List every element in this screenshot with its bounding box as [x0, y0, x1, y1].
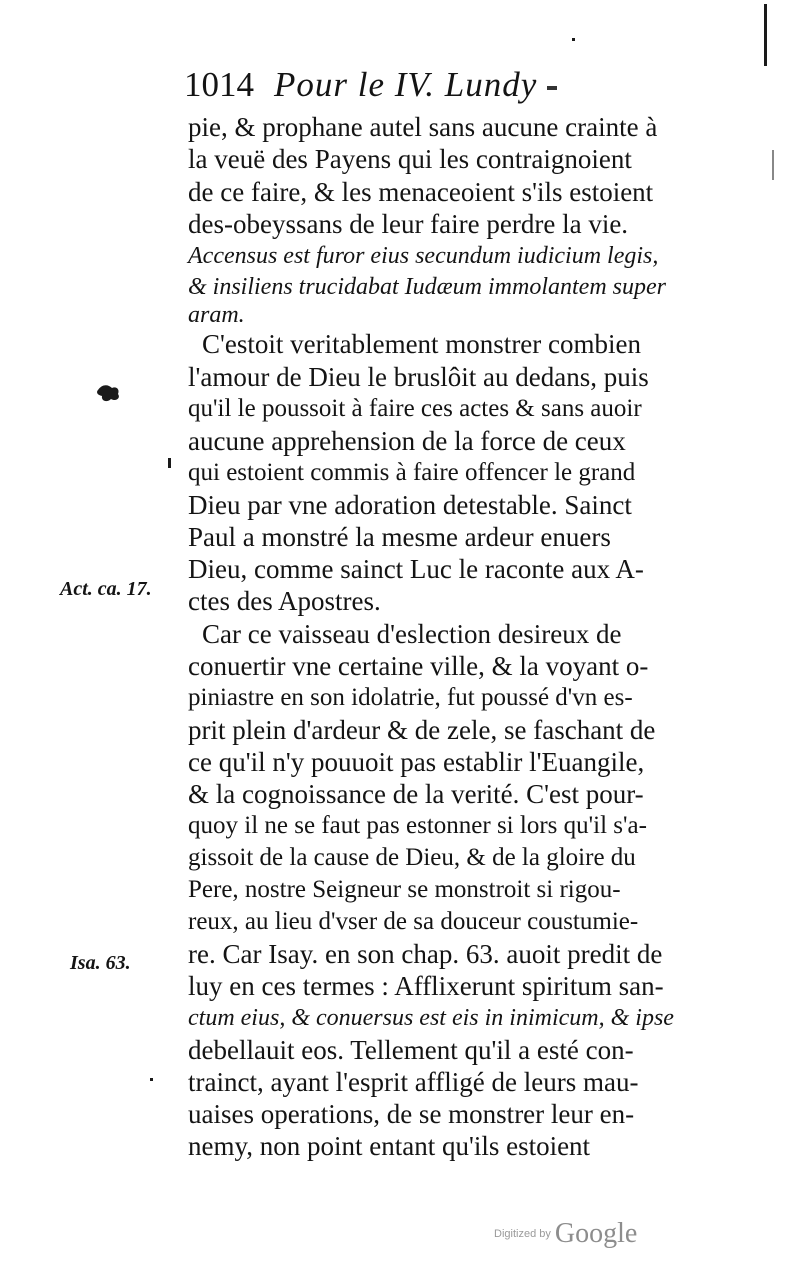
latin-quote-line: Accensus est furor eius secundum iudicium legis, [188, 243, 659, 269]
body-line: Dieu par vne adoration detestable. Sainct [188, 490, 632, 520]
page-edge-mark [772, 150, 774, 180]
body-line: & la cognoissance de la verité. C'est pour- [188, 779, 644, 809]
page-edge-mark [572, 38, 575, 41]
page-number: 1014 [184, 65, 254, 104]
body-line: reux, au lieu d'vser de sa douceur coustumie- [188, 908, 639, 935]
ink-blot-icon [94, 380, 124, 406]
margin-dot [150, 1078, 153, 1081]
page-edge-mark [764, 4, 767, 66]
body-line: gissoit de la cause de Dieu, & de la gloire du [188, 844, 636, 871]
body-line: C'estoit veritablement monstrer combien [202, 329, 642, 359]
google-brand: Google [554, 1218, 638, 1249]
latin-quote-line: & insiliens trucidabat Iudæum immolantem super [188, 274, 666, 300]
body-line: l'amour de Dieu le bruslôit au dedans, puis [188, 362, 649, 392]
body-line: nemy, non point entant qu'ils estoient [188, 1131, 591, 1161]
body-line: piniastre en son idolatrie, fut poussé d'vn es- [188, 684, 633, 711]
body-line: la veuë des Payens qui les contraignoient [188, 144, 632, 174]
body-line: ctes des Apostres. [188, 586, 381, 616]
body-line: pie, & prophane autel sans aucune crainte à [188, 112, 658, 142]
body-line: Pere, nostre Seigneur se monstroit si rigou- [188, 876, 621, 903]
running-title: Pour le IV. Lundy [274, 65, 538, 104]
margin-dot [168, 458, 171, 468]
margin-note-isaiah: Isa. 63. [70, 952, 131, 974]
latin-quote-line: ctum eius, & conuersus est eis in inimicum, & ipse [188, 1005, 674, 1031]
body-line: Car ce vaisseau d'eslection desireux de [202, 619, 622, 649]
body-line: debellauit eos. Tellement qu'il a esté con- [188, 1035, 634, 1065]
body-line: aucune apprehension de la force de ceux [188, 426, 626, 456]
ink-smudge [547, 86, 557, 90]
latin-quote-line: aram. [188, 302, 245, 328]
body-line: des-obeyssans de leur faire perdre la vie. [188, 209, 629, 239]
body-line: conuertir vne certaine ville, & la voyant o- [188, 651, 649, 681]
digitized-label: Digitized by [494, 1228, 551, 1240]
body-line: de ce faire, & les menaceoient s'ils estoient [188, 177, 654, 207]
body-line: prit plein d'ardeur & de zele, se faschant de [188, 715, 656, 745]
body-line: re. Car Isay. en son chap. 63. auoit predit de [188, 939, 663, 969]
body-line: qu'il le poussoit à faire ces actes & sans auoir [188, 395, 642, 422]
body-line: luy en ces termes : Afflixerunt spiritum san- [188, 971, 664, 1001]
body-line: uaises operations, de se monstrer leur en- [188, 1099, 635, 1129]
running-header [184, 60, 624, 110]
body-line: Dieu, comme sainct Luc le raconte aux A- [188, 554, 644, 584]
body-line: trainct, ayant l'esprit affligé de leurs mau- [188, 1067, 639, 1097]
body-line: ce qu'il n'y pouuoit pas establir l'Euangile, [188, 747, 645, 777]
digitized-watermark [494, 1218, 664, 1258]
body-line: Paul a monstré la mesme ardeur enuers [188, 522, 611, 552]
margin-note-acts: Act. ca. 17. [60, 578, 152, 600]
body-line: qui estoient commis à faire offencer le grand [188, 459, 636, 486]
body-line: quoy il ne se faut pas estonner si lors qu'il s'a- [188, 812, 647, 839]
